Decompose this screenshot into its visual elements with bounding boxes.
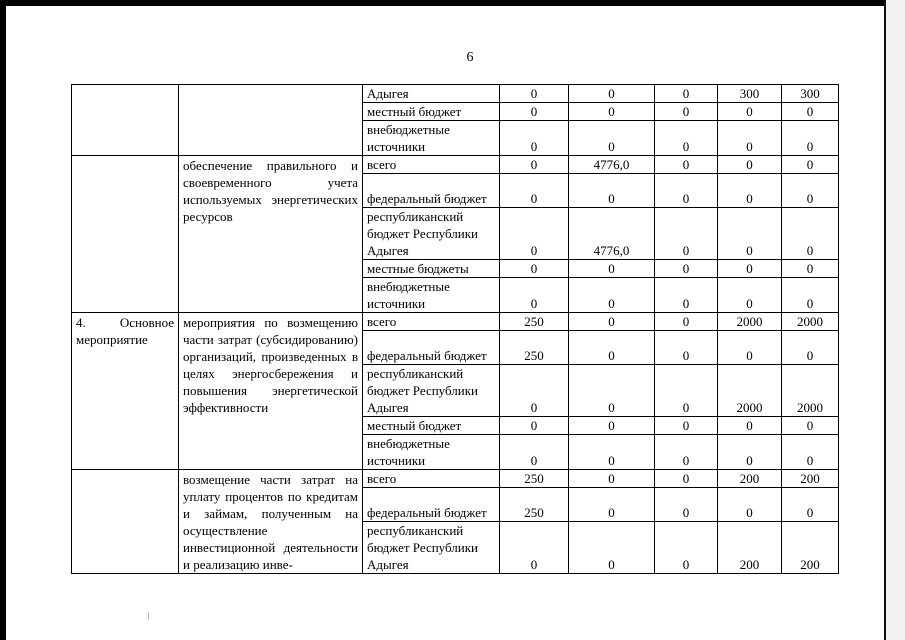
value-cell: 0 (782, 260, 839, 278)
scan-border-left (0, 0, 6, 640)
empty-main-event-cell (72, 470, 179, 574)
value-cell: 250 (500, 470, 569, 488)
table-row (72, 313, 839, 331)
value-cell: 0 (500, 85, 569, 103)
value-cell: 0 (500, 260, 569, 278)
scan-mark (148, 612, 149, 620)
value-cell: 0 (500, 417, 569, 435)
funding-source-cell: Адыгея (363, 85, 500, 103)
value-cell: 0 (655, 313, 718, 331)
scan-border-right (884, 0, 886, 640)
event-name-cell: мероприятия по возмещению части затрат (субсидированию) организаций, произведенных в целях энергосбережения и повышения энергетической эффективности (179, 313, 363, 470)
funding-source-cell: федеральный бюджет (363, 488, 500, 522)
value-cell: 0 (782, 435, 839, 470)
value-cell: 0 (718, 435, 782, 470)
value-cell: 0 (782, 417, 839, 435)
value-cell: 0 (655, 174, 718, 208)
value-cell: 250 (500, 488, 569, 522)
value-cell: 0 (782, 103, 839, 121)
value-cell: 0 (569, 331, 655, 365)
value-cell: 0 (718, 156, 782, 174)
value-cell: 0 (500, 156, 569, 174)
value-cell: 0 (569, 85, 655, 103)
scan-margin-right (884, 0, 905, 640)
funding-source-cell: внебюджетные источники (363, 278, 500, 313)
value-cell: 0 (782, 488, 839, 522)
value-cell: 0 (655, 156, 718, 174)
empty-event-name-cell (179, 85, 363, 156)
value-cell: 0 (718, 488, 782, 522)
value-cell: 0 (655, 417, 718, 435)
value-cell: 0 (655, 103, 718, 121)
value-cell: 0 (655, 365, 718, 417)
value-cell: 0 (718, 174, 782, 208)
funding-source-cell: всего (363, 156, 500, 174)
page-number: 6 (466, 50, 474, 65)
value-cell: 0 (500, 174, 569, 208)
value-cell: 4776,0 (569, 156, 655, 174)
event-name-cell: обеспечение правильного и своевременного учета используемых энергетических ресурсов (179, 156, 363, 313)
value-cell: 0 (718, 278, 782, 313)
value-cell: 0 (655, 435, 718, 470)
funding-source-cell: внебюджетные источники (363, 121, 500, 156)
value-cell: 200 (782, 522, 839, 574)
event-name-cell: возмещение части затрат на уплату процентов по кредитам и займам, полученным на осуществление инвестиционной деятельности и реализацию инве- (179, 470, 363, 574)
value-cell: 300 (718, 85, 782, 103)
value-cell: 0 (782, 208, 839, 260)
value-cell: 2000 (782, 365, 839, 417)
value-cell: 0 (718, 331, 782, 365)
value-cell: 250 (500, 313, 569, 331)
table-row (72, 156, 839, 174)
value-cell: 0 (655, 208, 718, 260)
value-cell: 0 (782, 174, 839, 208)
value-cell: 0 (569, 174, 655, 208)
funding-source-cell: республиканский бюджет Республики Адыгея (363, 522, 500, 574)
value-cell: 2000 (718, 313, 782, 331)
empty-main-event-cell (72, 156, 179, 313)
value-cell: 250 (500, 331, 569, 365)
value-cell: 0 (655, 488, 718, 522)
main-event-label-cell: 4. Основное мероприятие (72, 313, 179, 470)
value-cell: 0 (569, 522, 655, 574)
value-cell: 200 (718, 522, 782, 574)
empty-main-event-cell (72, 85, 179, 156)
funding-source-cell: федеральный бюджет (363, 331, 500, 365)
funding-source-cell: местный бюджет (363, 103, 500, 121)
funding-source-cell: всего (363, 313, 500, 331)
value-cell: 4776,0 (569, 208, 655, 260)
value-cell: 0 (655, 278, 718, 313)
value-cell: 0 (782, 156, 839, 174)
value-cell: 0 (718, 417, 782, 435)
value-cell: 0 (569, 417, 655, 435)
value-cell: 0 (718, 121, 782, 156)
value-cell: 0 (569, 121, 655, 156)
value-cell: 0 (500, 435, 569, 470)
value-cell: 0 (782, 278, 839, 313)
value-cell: 200 (718, 470, 782, 488)
value-cell: 0 (569, 103, 655, 121)
value-cell: 0 (569, 488, 655, 522)
scan-border-top (0, 0, 905, 6)
value-cell: 300 (782, 85, 839, 103)
funding-source-cell: местный бюджет (363, 417, 500, 435)
table-row (72, 85, 839, 103)
value-cell: 0 (655, 331, 718, 365)
value-cell: 0 (718, 208, 782, 260)
funding-source-cell: внебюджетные источники (363, 435, 500, 470)
funding-source-cell: федеральный бюджет (363, 174, 500, 208)
value-cell: 0 (655, 85, 718, 103)
value-cell: 0 (569, 278, 655, 313)
value-cell: 0 (500, 208, 569, 260)
funding-source-cell: всего (363, 470, 500, 488)
value-cell: 2000 (718, 365, 782, 417)
value-cell: 0 (569, 470, 655, 488)
value-cell: 0 (569, 313, 655, 331)
value-cell: 0 (569, 435, 655, 470)
value-cell: 0 (500, 103, 569, 121)
value-cell: 0 (655, 121, 718, 156)
value-cell: 0 (655, 260, 718, 278)
funding-source-cell: республиканский бюджет Республики Адыгея (363, 365, 500, 417)
value-cell: 0 (500, 365, 569, 417)
value-cell: 0 (655, 522, 718, 574)
funding-source-cell: местные бюджеты (363, 260, 500, 278)
value-cell: 0 (500, 121, 569, 156)
value-cell: 0 (782, 331, 839, 365)
value-cell: 200 (782, 470, 839, 488)
value-cell: 0 (569, 260, 655, 278)
value-cell: 0 (500, 278, 569, 313)
table-row (72, 470, 839, 488)
value-cell: 0 (718, 260, 782, 278)
funding-source-cell: республиканский бюджет Республики Адыгея (363, 208, 500, 260)
funding-table (71, 84, 839, 574)
value-cell: 0 (569, 365, 655, 417)
value-cell: 0 (500, 522, 569, 574)
value-cell: 0 (655, 470, 718, 488)
value-cell: 0 (718, 103, 782, 121)
value-cell: 2000 (782, 313, 839, 331)
value-cell: 0 (782, 121, 839, 156)
